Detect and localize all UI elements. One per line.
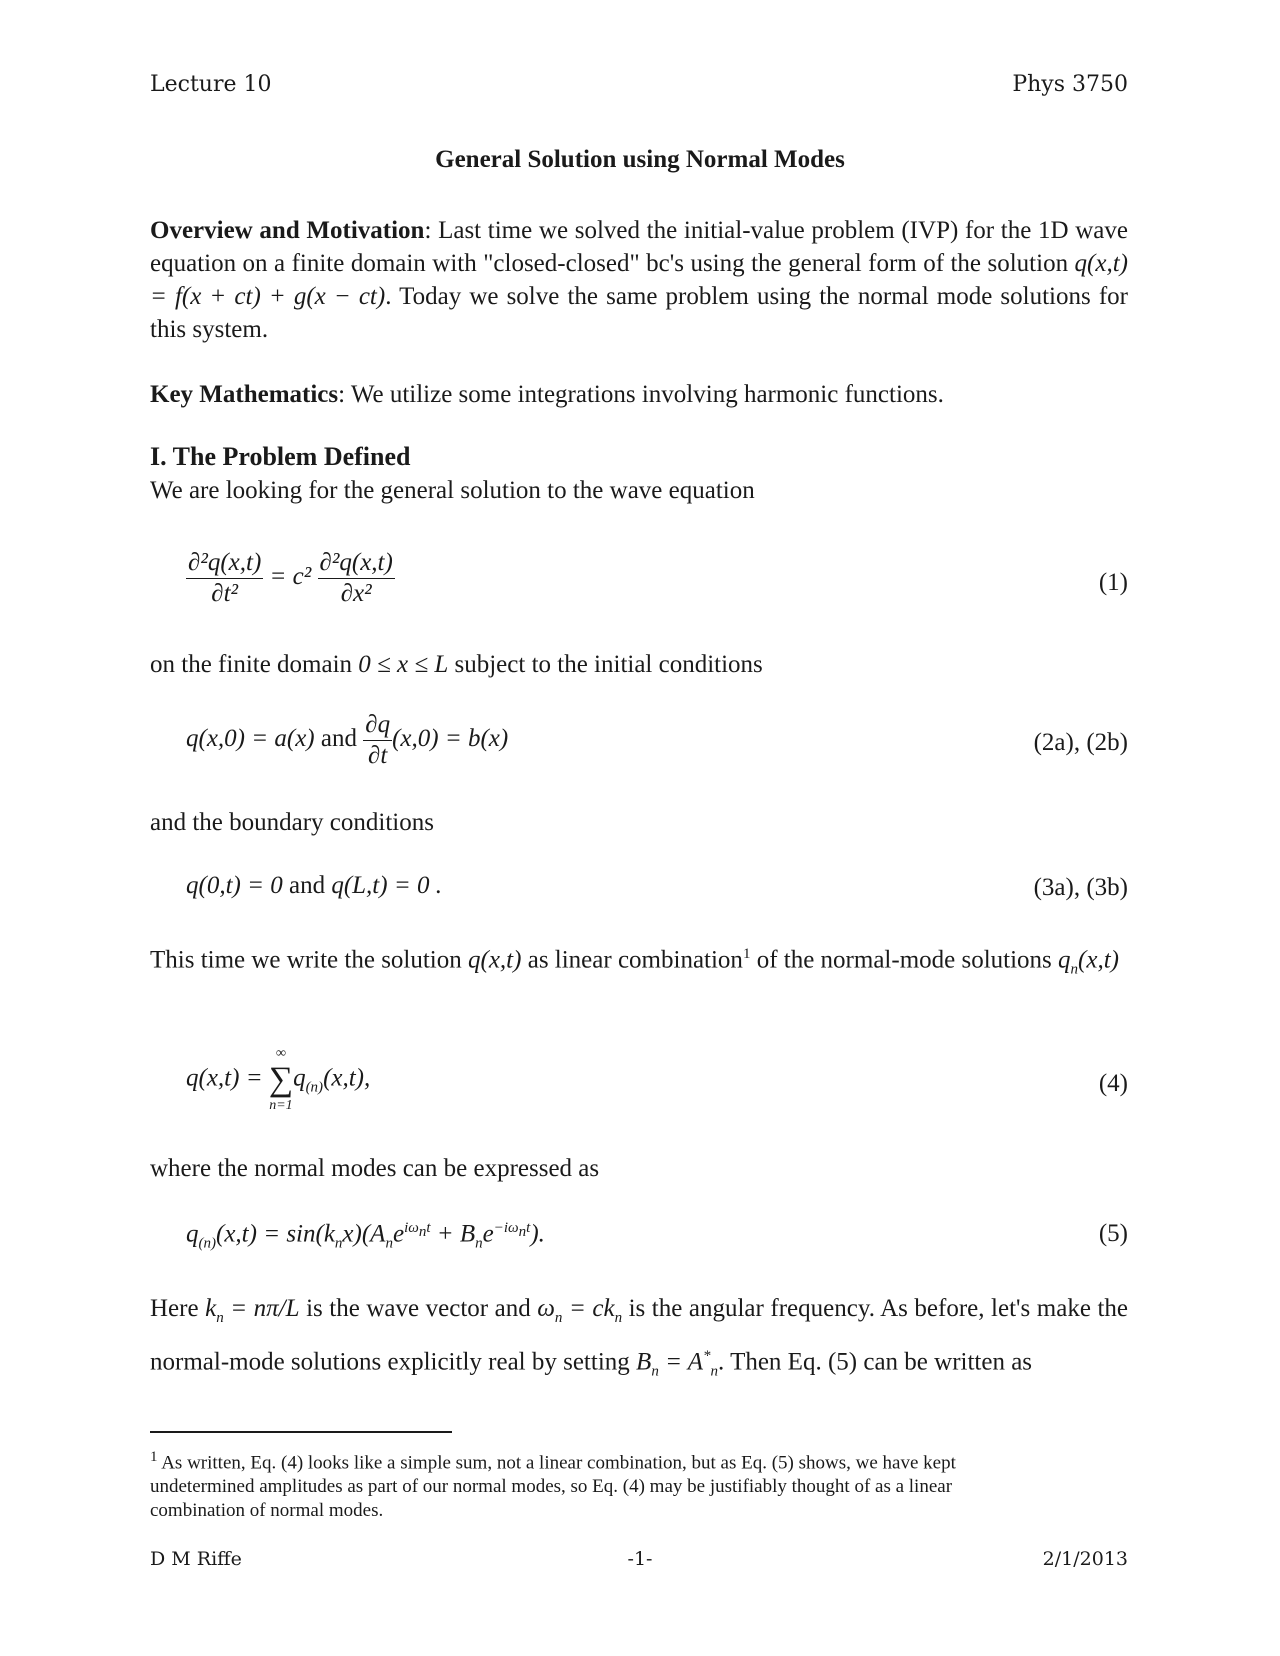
bc-paragraph: and the boundary conditions (150, 809, 434, 836)
sum-upper: ∞ (275, 1046, 286, 1061)
equation-3 (186, 872, 442, 900)
equation-4-number: (4) (1098, 1070, 1128, 1097)
kn-symbol: k (205, 1295, 217, 1322)
equation-2-number: (2a), (2b) (1033, 729, 1128, 756)
footer-author: D M Riffe (150, 1548, 242, 1570)
eq1-mid: = c² (263, 563, 318, 591)
footnote (150, 1445, 1050, 1523)
eq1-rhs-num: ∂²q(x,t) (318, 548, 395, 579)
eq2-den: ∂t (368, 742, 388, 769)
overview-formula: q(x,t) = f(x + ct) + g(x − ct) (150, 250, 1128, 310)
keymath-paragraph (150, 378, 1128, 411)
eq1-lhs-fraction (186, 548, 263, 609)
kn-sub: n (216, 1310, 224, 1326)
eq5-e1-sup-b: n (418, 1224, 427, 1240)
equation-4 (186, 1045, 370, 1115)
equation-5 (186, 1220, 545, 1252)
here-text-3: is the angular frequency. As before, let's make the normal-mode solutions explicitly real by setting (150, 1295, 1129, 1376)
eq5-lhs-sub: (n) (198, 1235, 216, 1252)
kn-rest: = nπ/L (223, 1295, 300, 1322)
eq5-b-sub: n (475, 1235, 483, 1252)
combo-qn-args: (x,t) (1078, 946, 1119, 974)
bn-mid: = A (658, 1348, 704, 1376)
eq5-lhs: q (186, 1220, 199, 1248)
equation-3-number: (3a), (3b) (1033, 874, 1128, 901)
header-left: Lecture 10 (150, 72, 272, 97)
eq5-body: (x,t) = sin(k (216, 1220, 335, 1248)
eq4-lhs: q(x,t) = (186, 1064, 269, 1092)
equation-5-number: (5) (1098, 1220, 1128, 1247)
eq5-k-sub: n (334, 1235, 343, 1252)
eq1-rhs-fraction (318, 548, 395, 609)
eq4-rhs-sub: (n) (305, 1079, 324, 1096)
modes-paragraph: where the normal modes can be expressed as (150, 1155, 600, 1182)
eq5-e2-sup-c: t (526, 1220, 531, 1236)
eq5-plus: + B (430, 1220, 476, 1248)
bn-symbol: B (636, 1348, 652, 1376)
combo-q: q(x,t) (468, 946, 522, 974)
domain-formula: 0 ≤ x ≤ L (358, 651, 449, 678)
eq5-e1: e (392, 1220, 405, 1248)
eq2-part1: q(x,0) = a(x) (186, 725, 315, 753)
domain-paragraph (150, 648, 1128, 681)
eq1-lhs-num: ∂²q(x,t) (186, 548, 263, 579)
keymath-heading: Key Mathematics (150, 381, 339, 408)
combo-text-3: of the normal-mode solutions (750, 946, 1059, 974)
section-heading: I. The Problem Defined (150, 442, 411, 471)
combo-text-2: as linear combination (521, 946, 743, 974)
equation-1 (186, 548, 395, 609)
eq5-e2-sup-a: −iω (493, 1220, 519, 1236)
eq2-num: ∂q (363, 710, 392, 741)
eq5-a-sub: n (385, 1235, 393, 1252)
domain-text-1: on the finite domain (150, 651, 359, 678)
footer-page-number: -1- (627, 1548, 653, 1570)
wn-sub: n (554, 1310, 563, 1326)
footnote-ref: 1 (742, 946, 751, 962)
eq5-e1-sup-a: iω (404, 1220, 419, 1236)
here-text-1: Here (150, 1295, 206, 1322)
eq5-e2: e (482, 1220, 494, 1248)
overview-text-1: : Last time we solved the initial-value problem (IVP) for the 1D wave equation on a finite domain with "closed-closed" bc's using the general form of the solution (150, 217, 1128, 277)
domain-text-2: subject to the initial conditions (448, 651, 763, 678)
bn-sub: n (651, 1363, 659, 1380)
here-paragraph (150, 1290, 1128, 1390)
keymath-text: : We utilize some integrations involving harmonic functions. (338, 381, 944, 408)
overview-text-2: . Today we solve the same problem using the normal mode solutions for this system. (150, 283, 1128, 343)
eq5-e1-sup (404, 1220, 431, 1240)
eq5-e1-sup-c: t (426, 1220, 431, 1236)
bn-sub2: n (710, 1363, 719, 1380)
eq3-part2: q(L,t) = 0 . (331, 872, 442, 899)
wn-sub2: n (614, 1310, 623, 1326)
header-right: Phys 3750 (1012, 72, 1128, 97)
footnote-mark: 1 (150, 1449, 158, 1465)
eq3-part1: q(0,t) = 0 (186, 872, 283, 899)
equation-2 (186, 710, 508, 771)
eq1-rhs-den: ∂x² (340, 580, 372, 607)
footnote-rule (150, 1431, 452, 1433)
here-text-2: is the wave vector and (299, 1295, 538, 1322)
footer-date: 2/1/2013 (1042, 1548, 1128, 1570)
here-text-4: . Then Eq. (5) can be written as (718, 1348, 1033, 1376)
eq5-body2: x)(A (342, 1220, 386, 1248)
eq4-rhs: q (293, 1064, 306, 1092)
combo-qn: q (1058, 946, 1071, 974)
eq2-fraction (363, 710, 392, 771)
overview-heading: Overview and Motivation (150, 217, 425, 244)
sum-sigma: ∑ (268, 1061, 294, 1098)
eq5-close: ). (530, 1220, 545, 1248)
wn-rest: = ck (562, 1295, 615, 1322)
combination-paragraph (150, 938, 1128, 986)
combo-text-1: This time we write the solution (150, 946, 469, 974)
eq5-e2-sup (493, 1220, 531, 1240)
summation-symbol (269, 1045, 293, 1115)
sum-lower: n=1 (269, 1098, 293, 1113)
eq2-and: and (314, 725, 364, 753)
eq2-part2: (x,0) = b(x) (392, 725, 509, 753)
eq3-and: and (282, 872, 332, 899)
bn-sup: * (703, 1348, 711, 1364)
wn-symbol: ω (537, 1295, 555, 1322)
footnote-text: As written, Eq. (4) looks like a simple sum, not a linear combination, but as Eq. (5) shows, we have kept undetermined amplitudes as part of our normal modes, so Eq. (4) may be justifiably thought of as a linear combination of normal modes. (150, 1452, 956, 1522)
eq1-lhs-den: ∂t² (211, 580, 239, 607)
section-intro: We are looking for the general solution to the wave equation (150, 477, 755, 504)
eq4-rhs-args: (x,t), (323, 1064, 371, 1092)
eq5-e2-sup-b: n (518, 1224, 527, 1240)
overview-paragraph (150, 214, 1128, 346)
combo-qn-sub: n (1070, 961, 1079, 978)
page-title: General Solution using Normal Modes (435, 146, 845, 173)
equation-1-number: (1) (1098, 569, 1128, 596)
